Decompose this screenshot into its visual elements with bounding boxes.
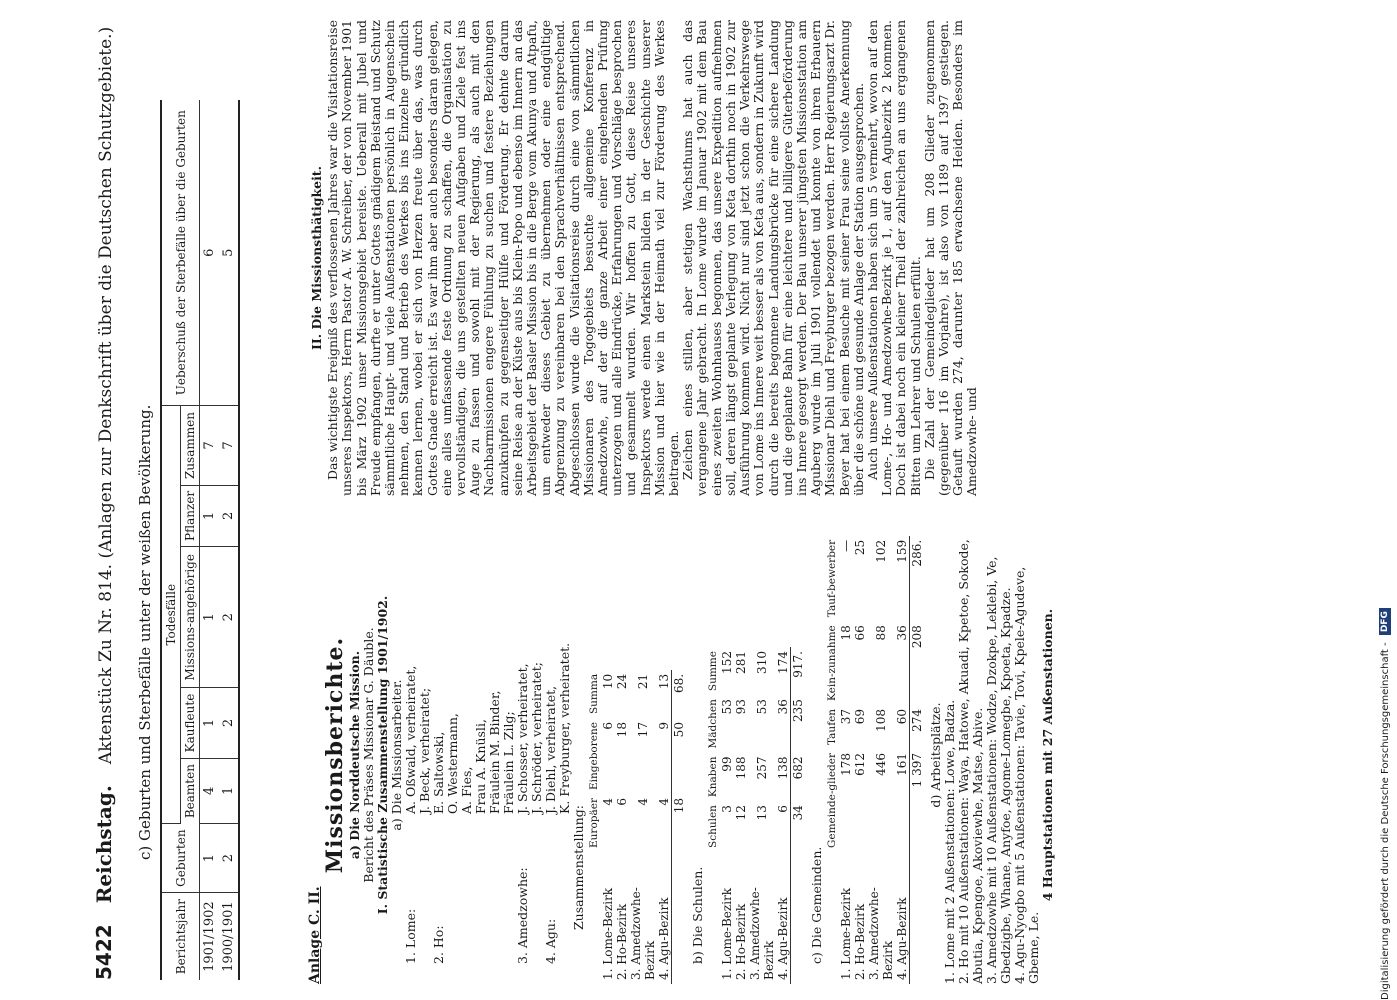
body-paragraph: Auch unsere Außenstationen haben sich um 5 vermehrt, wovon auf den Lome-, Ho- und Amedzowhe-Bezirk je 1, auf den Agubezirk 2 kommen. Doch ist dabei noch ein kleiner Theil der zahlreichen an uns ergangenen Bitten um Lehrer und Schulen erfüllt.	[864, 20, 923, 496]
sum-row	[791, 647, 806, 984]
cell: 257	[755, 756, 769, 780]
sum-cell: 682	[791, 752, 806, 801]
worker-name: Frau A. Knüsli,	[473, 719, 488, 814]
cell-planters: 1	[200, 485, 220, 547]
congregations-heading: c) Die Gemeinden.	[809, 846, 824, 964]
cell: 102	[874, 539, 888, 563]
cell-year: 1900/1901	[219, 893, 239, 980]
cell: 10	[601, 673, 615, 690]
right-column	[308, 20, 980, 496]
cell-total: 7	[200, 406, 220, 485]
workers-names	[516, 526, 544, 814]
cell-merchants: 1	[200, 688, 220, 758]
cell: 93	[734, 699, 748, 715]
row-label: 1. Lome-Bezirk	[601, 887, 615, 980]
row-label: 2. Ho-Bezirk	[615, 903, 629, 980]
mission-heading: a) Die Norddeutsche Mission.	[347, 650, 362, 860]
cell: 13	[657, 673, 671, 690]
table-row	[219, 100, 239, 980]
cell-mission: 1	[200, 547, 220, 688]
staff-col-header: Eingeborene	[588, 722, 600, 791]
cell: 174	[776, 651, 790, 674]
left-column	[308, 526, 1055, 984]
statistics-heading: I. Statistische Zusammenstellung 1901/1902.	[375, 595, 390, 915]
workers-place: 3. Amedzowhe:	[515, 867, 530, 964]
cell: 88	[874, 625, 888, 641]
workers-place: 4. Agu:	[543, 918, 558, 964]
sum-cell: 274	[910, 705, 925, 749]
body-paragraph: Die Zahl der Gemeindeglieder hat um 208 Glieder zugenommen (gegenüber 116 im Vorjahre), ist also von 1189 auf 1397 gestiegen. Getauft wurden 274, darunter 185 erwachsene Heiden. Besonders im Amedzowhe- und	[921, 20, 980, 496]
row-label: 4. Agu-Bezirk	[776, 897, 790, 980]
workers-group	[544, 526, 572, 984]
cell: 161	[895, 753, 909, 776]
col-total-header: Zusammen	[181, 406, 200, 485]
worker-name: Fräulein L. Zilg;	[501, 711, 516, 814]
cell-total: 7	[219, 406, 239, 485]
cell: 99	[720, 756, 734, 772]
cell: 25	[853, 539, 867, 556]
sum-cell: 235	[791, 695, 806, 752]
worker-name: A. Oßwald, verheiratet,	[403, 665, 418, 814]
page-header	[92, 20, 122, 980]
cell: 12	[734, 805, 748, 821]
cell-births: 1	[200, 823, 220, 892]
cell: 4	[636, 798, 650, 806]
sum-row	[672, 670, 687, 984]
workers-group	[432, 526, 516, 984]
table-row	[629, 670, 657, 984]
cell: 4	[601, 798, 615, 806]
workplace-item: 4. Agu-Nyogbo mit 5 Außenstationen: Tavie, Tovi, Kpele-Agudeve, Gbeme, Le.	[1012, 566, 1041, 984]
workers-place: 1. Lome:	[403, 908, 418, 964]
cell: 6	[776, 805, 790, 813]
cell: 36	[895, 625, 909, 641]
workers-names	[544, 526, 572, 814]
row-label: 1. Lome-Bezirk	[720, 887, 734, 980]
dfg-credit-text: Digitalisierung gefördert durch die Deutsche Forschungsgemeinschaft -	[1380, 642, 1391, 1000]
sum-row	[910, 536, 925, 984]
sum-cell: 286.	[910, 536, 925, 621]
col-planters-header: Pflanzer	[181, 485, 200, 547]
cell-merchants: 2	[219, 688, 239, 758]
col-merchants-header: Kaufleute	[181, 688, 200, 758]
row-label: 2. Ho-Bezirk	[853, 903, 867, 980]
page-number: 5422	[92, 924, 116, 980]
cell-excess: 6	[200, 100, 220, 406]
worker-name: E. Saltowski,	[431, 731, 446, 814]
staff-caption: Zusammenstellung:	[571, 805, 586, 930]
congr-col-header: Gemeinde-glieder	[826, 753, 838, 848]
table-row	[601, 670, 615, 984]
table-row	[615, 670, 629, 984]
workers-group	[516, 526, 544, 984]
sum-cell: 34	[791, 801, 806, 852]
workplace-item: 2. Ho mit 10 Außenstationen: Waya, Hatowe, Akuadi, Kpetoe, Sokode, Abutia, Kpengoe, Akoviewhe, Matse, Abive.	[956, 539, 985, 984]
worker-name: J. Schosser, verheiratet,	[515, 663, 530, 814]
workers-group	[404, 526, 432, 984]
cell: 6	[615, 798, 629, 806]
workers-place: 2. Ho:	[431, 925, 446, 964]
vital-statistics-table	[160, 100, 240, 980]
workers-heading: a) Die Missionsarbeiter.	[389, 679, 404, 831]
report-author: Bericht des Präses Missionar G. Däuble.	[361, 627, 376, 883]
col-excess-header: Ueberschuß der Sterbefälle über die Geburten	[161, 100, 200, 406]
workplaces-heading: d) Arbeitsplätze.	[928, 702, 943, 808]
staff-table	[587, 670, 686, 984]
sum-cell: 68.	[672, 670, 687, 718]
congr-col-header: Tauf-bewerber	[826, 539, 838, 618]
cell: 69	[853, 708, 867, 725]
annex-label: Anlage C. II.	[307, 886, 323, 984]
cell: 18	[615, 722, 629, 738]
col-births-header: Geburten	[161, 823, 200, 892]
cell: 159	[895, 539, 909, 563]
schools-col-header: Knaben	[707, 756, 719, 798]
cell: 13	[755, 805, 769, 821]
cell: 310	[755, 651, 769, 674]
cell: 108	[874, 708, 888, 732]
table-row	[853, 536, 867, 984]
schools-heading: b) Die Schulen.	[690, 866, 705, 964]
worker-name: A. Fies,	[459, 766, 474, 814]
row-label: 3. Amedzowhe-Bezirk	[629, 887, 657, 980]
cell: 3	[720, 805, 734, 813]
cell: 36	[776, 699, 790, 715]
col-year-header: Berichtsjahr	[161, 893, 200, 980]
worker-name: J. Schröder, verheiratet;	[529, 661, 544, 814]
congregations-table	[825, 536, 924, 984]
schools-col-header: Mädchen	[707, 699, 719, 749]
cell: 21	[636, 673, 650, 690]
workplace-item: 1. Lome mit 2 Außenstationen: Lowe, Badza.	[942, 699, 957, 984]
worker-name: J. Diehl, verheiratet,	[543, 685, 558, 814]
cell: 17	[636, 722, 650, 738]
cell-mission: 2	[219, 547, 239, 688]
schools-col-header: Summe	[707, 651, 719, 692]
table-row	[748, 647, 776, 984]
sum-cell: 917.	[791, 647, 806, 695]
row-label: 4. Agu-Bezirk	[657, 897, 671, 980]
cell: 18	[839, 625, 853, 641]
cell: 281	[734, 651, 748, 674]
cell-planters: 2	[219, 485, 239, 547]
sum-cell: 1 397	[910, 749, 925, 852]
staff-col-header: Summa	[588, 673, 600, 715]
digitization-credit-strip	[1378, 0, 1394, 1000]
cell-births: 2	[219, 823, 239, 892]
cell-year: 1901/1902	[202, 901, 217, 972]
cell-officials: 1	[219, 758, 239, 823]
body-paragraph: Das wichtigste Ereigniß des verflossenen Jahres war die Visitationsreise unseres Inspektors, Herrn Pastor A. W. Schreiber, der von November 1901 bis März 1902 unser Missionsgebiet bereiste. Ueberall mit Jubel und Freude empfangen, durfte er unter Gottes gnädigem Beistand und Schutz sämmtliche Haupt- und viele Außenstationen persönlich in Augenschein nehmen, den Stand und Betrieb des Werkes bis ins Einzelne gründlich kennen lernen, wobei er sich von Herzen freute über das, was durch Gottes Gnade erreicht ist. Es war ihm aber auch besonders daran gelegen, eine alles umfassende feste Ordnung zu schaffen, die Organisation zu vervollständigen, die uns gestellten neuen Aufgaben und Ziele fest ins Auge zu fassen und sowohl mit der Regierung, als auch mit den Nachbarmissionen engere Fühlung zu suchen und festere Beziehungen anzuknüpfen zu gegenseitiger Hülfe und Förderung. Er dehnte darum seine Reise an der Küste aus bis Klein-Popo und ebenso im Innern an das Arbeitsgebiet der Basler Mission bis in die Berge vom Akunya und Atpafu, um entweder dieses Gebiet zu übernehmen oder eine endgültige Abgrenzung zu vereinbaren bei den Sprachverhältnissen entsprechend. Abgeschlossen wurde die Visitationsreise durch eine von sämmtlichen Missionaren des Togogebiets besuchte allgemeine Konferenz in Amedzowhe, auf der die ganze Arbeit einer eingehenden Prüfung unterzogen und alle Eindrücke, Erfahrungen und Vorschläge besprochen und gesammelt wurden. Wir hoffen zu Gott, diese Reise unseres Inspektors werde einen Markstein bilden in der Geschichte unserer Mission und hier wie in der Heimath viel zur Förderung des Werkes beitragen.	[325, 20, 682, 496]
cell: 188	[734, 756, 748, 780]
cell: 53	[755, 699, 769, 715]
table-row	[776, 647, 791, 984]
cell: 138	[776, 756, 790, 780]
cell: 612	[853, 753, 867, 776]
congr-col-header: Kein-zunahme	[826, 625, 838, 701]
schools-table	[706, 647, 805, 984]
vital-table-caption: c) Geburten und Sterbefälle unter der weißen Bevölkerung.	[136, 404, 154, 860]
staff-col-header: Europäer	[588, 798, 600, 848]
worker-name: K. Freyburger, verheiratet.	[557, 642, 572, 814]
cell-officials: 4	[200, 758, 220, 823]
worker-name: O. Westermann,	[445, 713, 460, 814]
worker-name: J. Beck, verheiratet;	[417, 687, 432, 814]
dfg-logo: DFG	[1379, 608, 1391, 635]
cell: 24	[615, 673, 629, 690]
section-title: Missionsberichte.	[322, 636, 348, 874]
table-row	[867, 536, 895, 984]
cell: 6	[601, 722, 615, 730]
cell: 152	[720, 651, 734, 674]
sum-cell: 18	[672, 794, 687, 852]
mission-activity-heading: II. Die Missionsthätigkeit.	[309, 166, 324, 350]
body-paragraph: Zeichen eines stillen, aber stetigen Wachsthums hat auch das vergangene Jahr gebracht. In Lome wurde im Januar 1902 mit dem Bau eines zweiten Wohnhauses begonnen, das unsere Expedition aufnehmen soll, deren längst geplante Verlegung von Keta dorthin noch in 1902 zur Ausführung kommen wird. Nicht nur sind jetzt schon die Verkehrswege von Lome ins Innere weit besser als von Keta aus, sondern in Zukunft wird durch die bereits begonnene Landungsbrücke für eine sichere Landung und die geplante Bahn für eine leichtere und billigere Güterbeförderung ins Innere gesorgt werden. Der Bau unserer jüngsten Missionsstation am Aguberg wurde im Juli 1901 vollendet und konnte von ihren Erbauern Missionar Diehl und Freyburger bezogen werden. Herr Regierungsarzt Dr. Beyer hat bei einem Besuche mit seiner Frau seine vollste Anerkennung über die schöne und gesunde Anlage der Station ausgesprochen.	[680, 20, 866, 496]
document-page	[76, 0, 1376, 1000]
schools-col-header: Schulen	[707, 805, 719, 848]
cell: 178	[839, 753, 853, 776]
cell: 446	[874, 753, 888, 776]
workers-names	[404, 526, 432, 814]
table-row	[720, 647, 734, 984]
table-row	[839, 536, 853, 984]
cell: 53	[720, 699, 734, 715]
sum-cell: 208	[910, 621, 925, 705]
header-title: Aktenstück Zu Nr. 814. (Anlagen zur Denkschrift über die Deutschen Schutzgebiete.)	[96, 26, 116, 765]
congr-col-header: Taufen	[826, 708, 838, 746]
cell-excess: 5	[219, 100, 239, 406]
worker-name: Fräulein M. Binder,	[487, 690, 502, 814]
table-row	[895, 536, 910, 984]
cell: 66	[853, 625, 867, 641]
table-row	[657, 670, 672, 984]
header-reichstag: Reichstag.	[92, 785, 116, 904]
sum-cell: 50	[672, 718, 687, 794]
workers-names	[432, 526, 516, 814]
col-officials-header: Beamten	[181, 758, 200, 823]
cell: 9	[657, 722, 671, 730]
workplace-item: 3. Amedzowhe mit 10 Außenstationen: Wodze, Dzokpe, Leklebi, Ve, Gbedzigbe, Whane, Anyfoe, Agome-Lomegbe, Kpoeta, Kpadze.	[984, 556, 1013, 984]
cell: 4	[657, 798, 671, 806]
col-deaths-header: Todesfälle	[161, 406, 181, 824]
cell: 37	[839, 708, 853, 725]
row-label: 3. Amedzowhe-Bezirk	[748, 887, 776, 980]
row-label: 4. Agu-Bezirk	[895, 897, 909, 980]
row-label: 1. Lome-Bezirk	[839, 887, 853, 980]
row-label: 3. Amedzowhe-Bezirk	[867, 887, 895, 980]
col-mission-header: Missions-angehörige	[181, 547, 200, 688]
cell: —	[839, 539, 853, 552]
row-label: 2. Ho-Bezirk	[734, 903, 748, 980]
table-row	[734, 647, 748, 984]
cell: 60	[895, 708, 909, 725]
table-row	[200, 100, 220, 980]
workplace-summary: 4 Hauptstationen mit 27 Außenstationen.	[1040, 608, 1055, 902]
